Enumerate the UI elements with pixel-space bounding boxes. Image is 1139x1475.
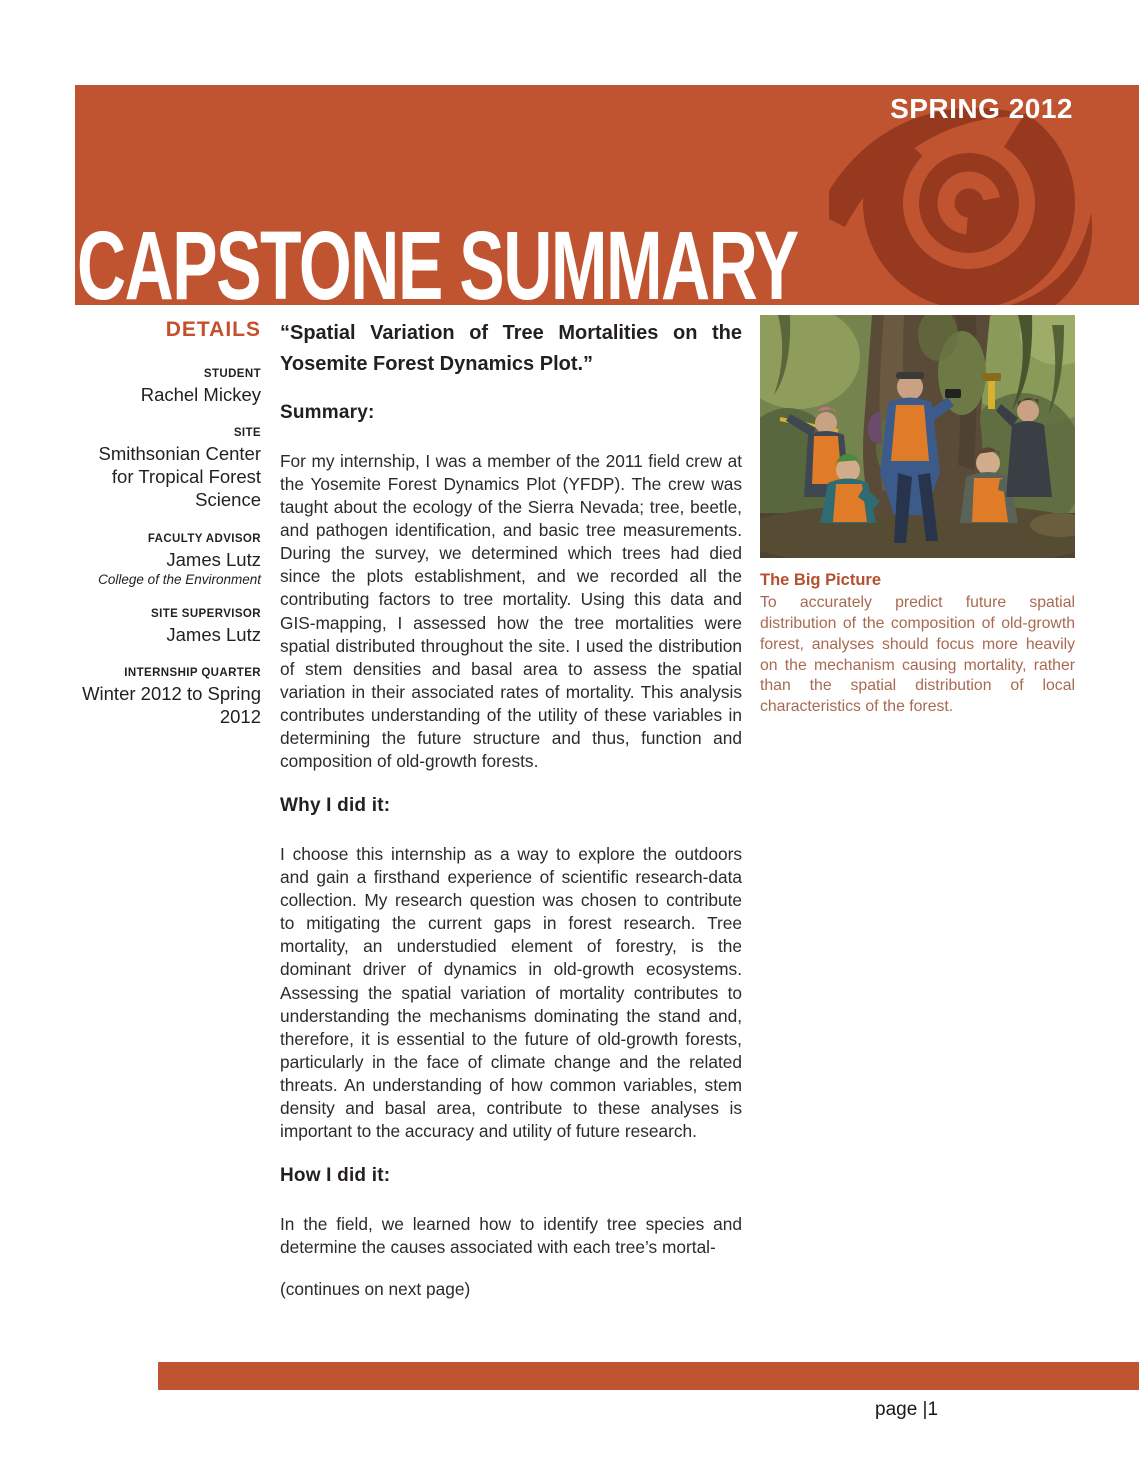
banner: [75, 85, 1139, 305]
section-body-summary: For my internship, I was a member of the 2011 field crew at the Yosemite Forest Dynamics Plot (YFDP). The crew was taught about the ecology of the Sierra Nevada; tree, beetle, and pathogen identification, and basic tree measurements. During the survey, we determined which trees had died since the plots establishment, and we recorded all the contributing factors to tree mortality. Using this data and GIS-mapping, I assessed how the tree mortalities were spatial distributed throughout the site. I used the distribution of stem densities and basal area to assess the spatial variation in their associated rates of mortality. This analysis contributes understanding of the utility of these variables in determining the future structure and thus, function and composition of old-growth forests.: [280, 451, 742, 772]
field-value: James Lutz: [166, 623, 261, 645]
big-picture-heading: The Big Picture: [760, 571, 882, 589]
detail-field-site-supervisor: [75, 608, 261, 646]
detail-field-internship-quarter: [75, 667, 261, 728]
field-value: Rachel Mickey: [140, 384, 261, 405]
section-body-how: In the field, we learned how to identify tree species and determine the causes associated with each tree’s mortal-: [280, 1214, 742, 1258]
page-number: page |1: [875, 1399, 939, 1420]
masthead-title: CAPSTONE SUMMARY: [77, 211, 798, 305]
field-note: College of the Environment: [98, 571, 261, 587]
field-value: Smithsonian Center for Tropical Forest Science: [98, 443, 261, 511]
detail-field-faculty-advisor: [75, 533, 261, 587]
big-picture-column: [760, 315, 1075, 718]
detail-field-student: [75, 368, 261, 406]
field-label: SITE SUPERVISOR: [151, 607, 261, 620]
big-picture-body: To accurately predict future spatial distribution of the composition of old-growth forest, analyses should focus more heavily on the mechanism causing mortality, rather than the spatial distribution of local characteristics of the forest.: [760, 594, 1075, 716]
field-value: Winter 2012 to Spring 2012: [82, 682, 261, 727]
section-heading-how: How I did it:: [280, 1165, 391, 1187]
field-label: FACULTY ADVISOR: [147, 532, 261, 545]
detail-field-site: [75, 427, 261, 511]
field-label: SITE: [233, 427, 261, 440]
continuation-note: (continues on next page): [280, 1279, 471, 1300]
details-sidebar: [75, 318, 261, 749]
article-column: [280, 318, 742, 1300]
section-body-why: I choose this internship as a way to explore the outdoors and gain a firsthand experience of scientific research-data collection. My research question was chosen to contribute to mitigating the current gaps in forest research. Tree mortality, an understudied element of forestry, is the dominant driver of dynamics in old-growth ecosystems. Assessing the spatial variation of mortality contributes to understanding the mechanisms dominating the stand and, therefore, it is essential to the future of old-growth forests, particularly in the face of climate change and the related threats. An understanding of how common variables, stem density and basal area, contribute to these analyses is important to the accuracy and utility of future research.: [280, 844, 742, 1142]
section-heading-summary: Summary:: [280, 402, 375, 423]
field-value: James Lutz: [166, 548, 261, 570]
field-crew-photo: [760, 315, 1075, 558]
article-title: “Spatial Variation of Tree Mortalities on the Yosemite Forest Dynamics Plot.”: [280, 322, 742, 375]
section-heading-why: Why I did it:: [280, 795, 391, 817]
footer-bar: [158, 1362, 1139, 1390]
details-heading: DETAILS: [165, 318, 261, 341]
field-label: INTERNSHIP QUARTER: [124, 666, 261, 679]
issue-label: SPRING 2012: [890, 93, 1073, 124]
field-label: STUDENT: [203, 368, 261, 380]
